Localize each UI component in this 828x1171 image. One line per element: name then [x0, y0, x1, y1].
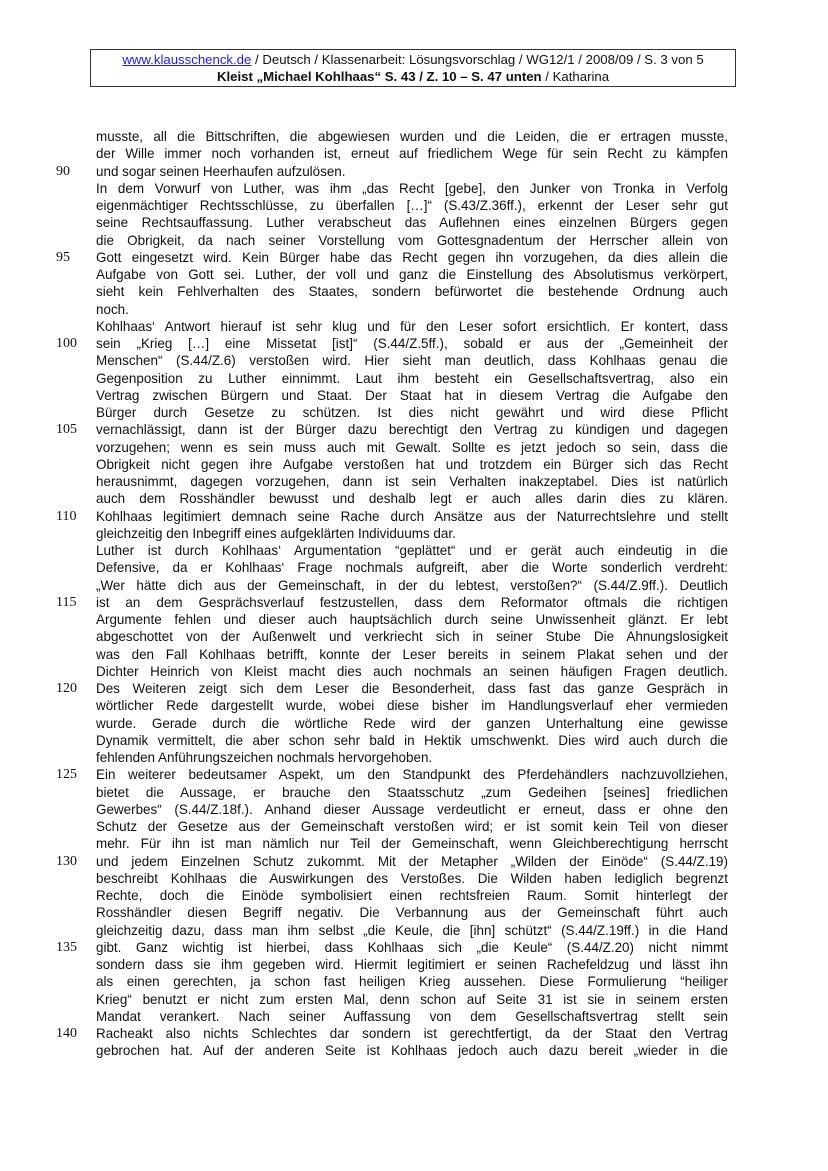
text-line — [56, 766, 728, 783]
text-line — [96, 490, 728, 507]
text-line — [96, 611, 728, 628]
text-line — [96, 904, 728, 921]
line-text: Kohlhaas legitimiert demnach seine Rache durch Ansätze aus der Naturrechtslehre und stellt — [96, 508, 728, 524]
line-text: der Wille immer noch vorhanden ist, erneut auf friedlichem Wege für sein Recht zu kämpfen — [96, 146, 728, 162]
text-line — [96, 991, 728, 1008]
text-line — [56, 508, 728, 525]
text-line — [96, 835, 728, 852]
line-number: 125 — [56, 767, 77, 783]
line-text: musste, all die Bittschriften, die abgewiesen wurden und die Leiden, die er ertragen musste, — [96, 129, 728, 144]
line-text: Argumente fehlen und dieser auch hauptsächlich durch seine Unwissenheit glänzt. Er lebt — [96, 612, 728, 627]
text-line — [96, 318, 728, 335]
line-text: gibt. Ganz wichtig ist hierbei, dass Kohlhaas sich „die Keule“ (S.44/Z.20) nicht nimmt — [96, 939, 728, 955]
line-text: seine Rechtsauffassung. Luther verabscheut das Auflehnen eines einzelnen Bürgers gegen — [96, 215, 728, 231]
text-line — [96, 128, 728, 145]
text-line — [96, 801, 728, 818]
text-line — [96, 922, 728, 939]
text-line — [96, 197, 728, 214]
text-line — [96, 887, 728, 904]
text-line — [56, 853, 728, 870]
text-line — [96, 697, 728, 714]
text-line — [96, 439, 728, 456]
line-text: Gewerbes“ (S.44/Z.18f.). Anhand dieser Aussage verdeutlicht er erneut, dass er ohne den — [96, 801, 728, 817]
line-number: 130 — [56, 853, 77, 869]
line-text: und jedem Einzelnen Schutz zukommt. Mit der Metapher „Wilden der Einöde“ (S.44/Z.19) — [96, 853, 728, 869]
site-link[interactable]: www.klausschenck.de — [122, 52, 252, 67]
text-line — [96, 973, 728, 990]
line-text: was den Fall Kohlhaas betrifft, konnte der Leser bereits in seinem Plakat sehen und der — [96, 646, 728, 662]
text-line — [96, 525, 728, 542]
line-text: Dynamik vermittelt, die aber schon sehr bald in Hektik umschwenkt. Dies wird auch durch die — [96, 732, 728, 748]
line-text: Mandat verankert. Nach seiner Auffassung von dem Gesellschaftsvertrag stellt sein — [96, 1008, 728, 1024]
line-number: 140 — [56, 1026, 77, 1041]
line-text: eigenmächtiger Rechtsschlüsse, zu überfallen […]“ (S.43/Z.36ff.), erkennt der Leser sehr gut — [96, 198, 728, 213]
line-text: Defensive, da er Kohlhaas‘ Frage nochmals aufgreift, aber die Worte sonderlich verdreht: — [96, 560, 728, 576]
line-text: Aufgabe von Gott sei. Luther, der voll und ganz die Einstellung des Absolutismus verkörpert, — [96, 267, 728, 282]
text-line — [56, 939, 728, 956]
text-line — [96, 456, 728, 473]
text-line — [56, 249, 728, 266]
line-text: noch. — [96, 301, 129, 317]
line-text: Gott eingesetzt wird. Kein Bürger habe das Recht gegen ihn vorzugehen, da dies allein die — [96, 249, 728, 265]
line-text: Luther ist durch Kohlhaas‘ Argumentation “geplättet“ und er gerät auch eindeutig in die — [96, 543, 728, 558]
line-text: Dichter Heinrich von Kleist macht dies auch nochmals an seinen häufigen Fragen deutlich. — [96, 663, 728, 679]
line-text: herausnimmt, dagegen vorzugehen, dann ist sein Verhalten inakzeptabel. Dies ist natürlich — [96, 474, 728, 489]
line-text: Des Weiteren zeigt sich dem Leser die Besonderheit, dass fast das ganze Gespräch in — [96, 681, 728, 696]
text-line — [56, 163, 728, 180]
page-header — [90, 49, 736, 87]
text-line — [96, 628, 728, 645]
text-line — [96, 956, 728, 973]
line-text: ist an dem Gesprächsverlauf festzustellen, dass dem Reformator oftmals die richtigen — [96, 594, 728, 610]
line-text: bietet die Aussage, er brauche den Staatsschutz „zum Gedeihen [seines] friedlichen — [96, 784, 728, 800]
text-line — [96, 214, 728, 231]
line-text: vorzugehen; wenn es sein muss auch mit Gewalt. Sollte es jetzt jedoch so sein, dass die — [96, 439, 728, 455]
line-text: In dem Vorwurf von Luther, was ihm „das Recht [gebe], den Junker von Tronka in Verfolg — [96, 180, 728, 196]
text-line — [96, 663, 728, 680]
text-line — [96, 387, 728, 404]
text-line — [56, 421, 728, 438]
text-line — [96, 180, 728, 197]
line-text: Krieg“ benutzt er nicht zum ersten Mal, denn schon auf Seite 31 ist sie in seinem ersten — [96, 991, 728, 1007]
document-body — [56, 128, 728, 1060]
line-number: 105 — [56, 422, 77, 438]
line-text: abgeschottet von der Außenwelt und verkriecht sich in seiner Stube Die Ahnungslosigkeit — [96, 629, 728, 645]
line-text: Kohlhaas‘ Antwort hierauf ist sehr klug und für den Leser sofort ersichtlich. Er kontert, dass — [96, 318, 728, 334]
line-text: Schutz der Gesetze aus der Gemeinschaft verstoßen wird; er ist somit kein Teil von dieser — [96, 819, 728, 834]
text-line — [56, 1025, 728, 1042]
line-text: Gegenposition zu Luther einnimmt. Laut ihm besteht ein Gesellschaftsvertrag, also ein — [96, 370, 728, 386]
line-text: wurde. Gerade durch die wörtliche Rede wird der ganzen Unterhaltung eine gewisse — [96, 715, 728, 731]
line-text: Vertrag zwischen Bürgern und Staat. Der Staat hat in diesem Vertrag die Aufgabe den — [96, 387, 728, 403]
text-line — [96, 1042, 728, 1059]
text-line — [96, 145, 728, 162]
header-line-2 — [91, 68, 735, 85]
line-text: auch dem Rosshändler bewusst und deshalb legt er auch alles darin dies zu klären. — [96, 491, 728, 507]
text-line — [96, 749, 728, 766]
text-line — [56, 680, 728, 697]
line-number: 100 — [56, 336, 77, 351]
line-text: Ein weiterer bedeutsamer Aspekt, um den Standpunkt des Pferdehändlers nachzuvollziehen, — [96, 767, 728, 783]
text-line — [96, 1008, 728, 1025]
line-text: „Wer hätte dich aus der Gemeinschaft, in der du lebtest, verstoßen?“ (S.44/Z.9ff.). Deutlich — [96, 577, 728, 593]
header-path: / Deutsch / Klassenarbeit: Lösungsvorschlag / WG12/1 / 2008/09 / S. 3 von 5 — [251, 52, 704, 67]
line-text: Racheakt also nichts Schlechtes dar sondern ist gerechtfertigt, da der Staat den Vertrag — [96, 1026, 728, 1041]
text-line — [96, 542, 728, 559]
line-text: Rosshändler diesen Begriff negativ. Die Verbannung aus der Gemeinschaft führt auch — [96, 905, 728, 921]
line-text: sieht kein Fehlverhalten des Staates, sondern befürwortet die bestehende Ordnung auch — [96, 284, 728, 300]
line-number: 135 — [56, 939, 77, 955]
text-line — [56, 335, 728, 352]
line-text: mehr. Für ihn ist man nämlich nur Teil der Gemeinschaft, wenn Gleichberechtigung herrscht — [96, 836, 728, 852]
line-text: gebrochen hat. Auf der anderen Seite ist Kohlhaas jedoch auch dazu bereit „wieder in die — [96, 1043, 728, 1059]
line-text: fehlenden Anführungszeichen nochmals hervorgehoben. — [96, 750, 433, 765]
text-line — [96, 301, 728, 318]
text-line — [96, 283, 728, 300]
line-text: wörtlicher Rede dargestellt wurde, wobei diese bisher im Handlungsverlauf eher vermieden — [96, 698, 728, 714]
line-text: und sogar seinen Heerhaufen aufzulösen. — [96, 163, 346, 179]
text-line — [96, 732, 728, 749]
line-text: beschreibt Kohlhaas die Auswirkungen des Verstoßes. Die Wilden haben lediglich begrenzt — [96, 870, 728, 886]
text-line — [96, 646, 728, 663]
header-title: Kleist „Michael Kohlhaas“ S. 43 / Z. 10 – S. 47 unten — [216, 69, 542, 84]
line-text: Obrigkeit nicht gegen ihre Aufgabe verstoßen hat und trotzdem ein Bürger sich das Recht — [96, 456, 728, 472]
text-line — [96, 577, 728, 594]
line-number: 115 — [56, 594, 77, 610]
text-line — [96, 715, 728, 732]
line-text: vernachlässigt, dann ist der Bürger dazu berechtigt den Vertrag zu kündigen und dagegen — [96, 422, 728, 438]
text-line — [96, 232, 728, 249]
text-line — [96, 784, 728, 801]
line-number: 90 — [56, 163, 70, 179]
line-text: die Obrigkeit, da nach seiner Vorstellung vom Gottesgnadentum der Herrscher allein von — [96, 232, 728, 248]
line-text: Menschen“ (S.44/Z.6) verstoßen wird. Hier sieht man deutlich, dass Kohlhaas genau die — [96, 353, 728, 369]
text-line — [96, 404, 728, 421]
text-line — [96, 473, 728, 490]
line-text: als einen gerechten, ja schon fast heiligen Krieg aussehen. Diese Formulierung “heiliger — [96, 974, 728, 990]
text-line — [96, 370, 728, 387]
text-line — [96, 266, 728, 283]
text-line — [96, 559, 728, 576]
text-line — [56, 594, 728, 611]
header-line-1 — [91, 51, 735, 68]
line-text: Bürger durch Gesetze zu schützen. Ist dies nicht gewährt und wird diese Pflicht — [96, 405, 728, 420]
line-text: gleichzeitig den Inbegriff eines aufgeklärten Individuums dar. — [96, 525, 456, 541]
line-text: sein „Krieg […] eine Missetat [ist]“ (S.44/Z.5ff.), sobald er aus der „Gemeinheit der — [96, 336, 728, 351]
line-number: 120 — [56, 681, 77, 696]
line-text: Rechte, doch die Einöde symbolisiert einen rechtsfreien Raum. Somit hinterlegt der — [96, 888, 728, 903]
text-line — [96, 870, 728, 887]
line-number: 110 — [56, 508, 77, 524]
line-text: gleichzeitig dazu, dass man ihm selbst „die Keule, die [ihn] schützt“ (S.44/Z.19ff.) in die Hand — [96, 922, 728, 938]
text-line — [96, 818, 728, 835]
text-line — [96, 352, 728, 369]
header-author: / Katharina — [541, 69, 610, 84]
line-text: sondern dass sie ihm gegeben wird. Hiermit legitimiert er seinen Rachefeldzug und lässt ihn — [96, 957, 728, 972]
line-number: 95 — [56, 249, 70, 265]
